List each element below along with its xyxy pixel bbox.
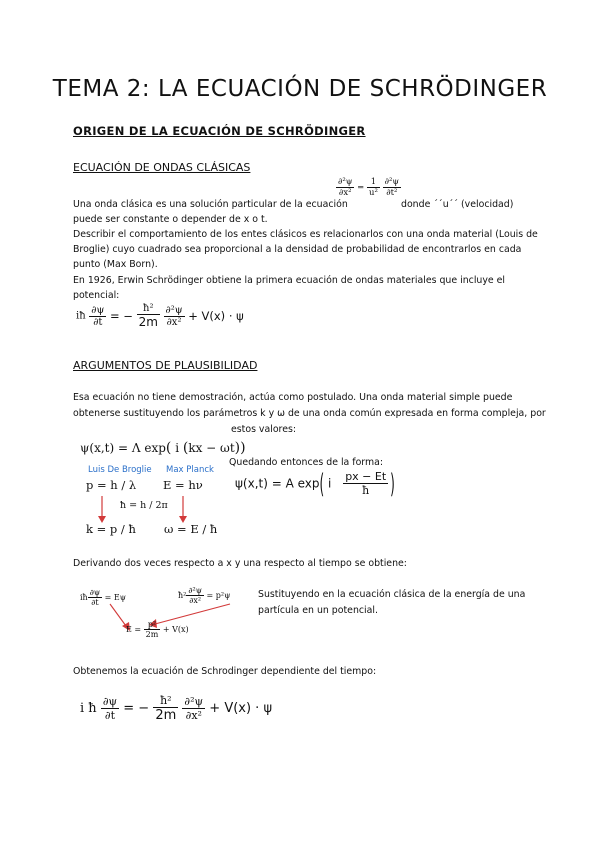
classical-wave-equation: $\frac{\text{∂²ψ}}{\text{∂x²}}$ = $\frac{1}{\text{u²}}$ $\frac{\text{∂²ψ}}{\text{∂t²}}$	[338, 177, 400, 198]
hbar-definition: ħ = h / 2π	[120, 500, 168, 511]
text-line: Describir el comportamiento de los entes clásicos es relacionarlos con una onda material (Louis de	[73, 229, 538, 240]
substitution-arrows	[80, 494, 220, 524]
label-planck: Max Planck	[166, 465, 214, 475]
text-line: Obtenemos la ecuación de Schrodinger dependiente del tiempo:	[73, 666, 377, 677]
time-derivative-relation: iħ $\frac{\partial\psi}{\partial t}$ = Eψ	[80, 588, 127, 607]
planck-relation: E = hν	[163, 478, 203, 492]
plane-wave-equation: ψ(x,t) = Λ exp( i (kx − ωt))	[80, 440, 246, 456]
text-line: Esa ecuación no tiene demostración, actúa como postulado. Una onda material simple puede	[73, 392, 513, 403]
schrodinger-equation-1: iħ $\frac{\partial\psi}{\partial t}$ = − $\frac{\text{ħ²}}{2m}$ $\frac{\text{∂²ψ}}{\text{∂x²}}$ + V(x) · ψ	[76, 303, 244, 329]
page-title: TEMA 2: LA ECUACIÓN DE SCHRÖDINGER	[52, 76, 548, 102]
text-line: punto (Max Born).	[73, 259, 158, 270]
schrodinger-equation-time-dependent: i ħ $\frac{\partial\psi}{\partial t}$ = − $\frac{\text{ħ²}}{2m}$ $\frac{\text{∂²ψ}}{\text{∂x²}}$ + V(x) · ψ	[80, 694, 273, 723]
text-line: Una onda clásica es una solución particular de la ecuación	[73, 199, 348, 210]
text-line: estos valores:	[231, 424, 297, 435]
k-relation: k = p / ħ	[86, 522, 136, 536]
text-line: donde ´´u´´ (velocidad)	[401, 199, 514, 210]
text-line: Derivando dos veces respecto a x y una respecto al tiempo se obtiene:	[73, 558, 407, 569]
material-wave-equation: ψ(x,t) = A exp( i $\frac{px - Et}{ħ}$ )	[235, 468, 395, 499]
text-line: Sustituyendo en la ecuación clásica de la energía de una	[258, 589, 526, 600]
space-derivative-relation: ħ² $\frac{\text{∂²ψ}}{\text{∂x²}}$ = p²ψ	[178, 586, 231, 605]
energy-relation: E = $\frac{\text{p²}}{2m}$ + V(x)	[126, 620, 189, 639]
section-heading-origen: ORIGEN DE LA ECUACIÓN DE SCHRÖDINGER	[73, 124, 366, 138]
text-line: potencial:	[73, 290, 120, 301]
de-broglie-relation: p = h / λ	[86, 478, 137, 492]
omega-relation: ω = E / ħ	[164, 522, 218, 536]
text-line: obtenerse sustituyendo los parámetros k y ω de una onda común expresada en forma compleja, por	[73, 408, 546, 419]
text-line: En 1926, Erwin Schrödinger obtiene la primera ecuación de ondas materiales que incluye el	[73, 275, 506, 286]
label-de-broglie: Luis De Broglie	[88, 465, 152, 475]
text-line: Broglie) cuyo cuadrado sea proporcional a la densidad de probabilidad de encontrarlos en cada	[73, 244, 522, 255]
text-line: Quedando entonces de la forma:	[229, 457, 384, 468]
subheading-plausibilidad: ARGUMENTOS DE PLAUSIBILIDAD	[73, 359, 258, 372]
text-line: puede ser constante o depender de x o t.	[73, 214, 268, 225]
subheading-ondas-clasicas: ECUACIÓN DE ONDAS CLÁSICAS	[73, 161, 251, 174]
text-line: partícula en un potencial.	[258, 605, 378, 616]
